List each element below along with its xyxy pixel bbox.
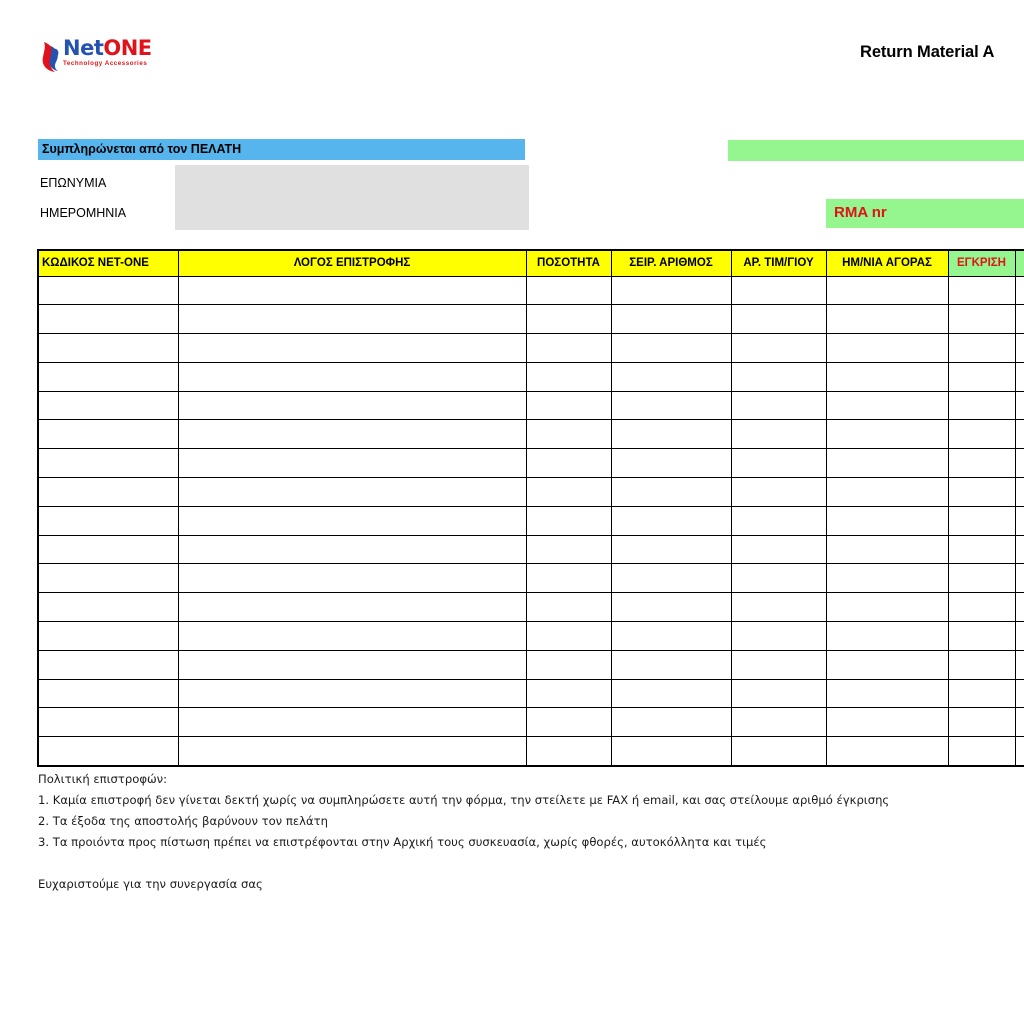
column-header-4: ΑΡ. ΤΙΜ/ΓΙΟΥ bbox=[731, 250, 826, 276]
table-cell-r2-c1[interactable] bbox=[178, 334, 526, 363]
table-cell-r12-c3[interactable] bbox=[611, 622, 731, 651]
policy-heading: Πολιτική επιστροφών: bbox=[38, 772, 168, 786]
table-cell-r0-c0[interactable] bbox=[38, 276, 178, 305]
rma-section-band bbox=[728, 140, 1024, 161]
logo-wordmark bbox=[63, 38, 152, 67]
table-cell-r0-c3[interactable] bbox=[611, 276, 731, 305]
policy-item-1: 1. Καμία επιστροφή δεν γίνεται δεκτή χωρίς να συμπληρώσετε αυτή την φόρμα, την στείλετε με FAX ή email, και σας στείλουμε αριθμό έγκρισης bbox=[38, 793, 890, 807]
table-cell-r3-c3[interactable] bbox=[611, 362, 731, 391]
table-cell-r12-c4[interactable] bbox=[731, 622, 826, 651]
table-cell-r16-c3[interactable] bbox=[611, 737, 731, 766]
table-cell-r9-c3[interactable] bbox=[611, 535, 731, 564]
table-row bbox=[38, 593, 1024, 622]
table-cell-r10-c6[interactable] bbox=[948, 564, 1015, 593]
table-cell-r9-c5[interactable] bbox=[826, 535, 948, 564]
table-cell-r8-c2[interactable] bbox=[526, 506, 611, 535]
table-cell-r16-c7[interactable] bbox=[1015, 737, 1024, 766]
table-cell-r2-c6[interactable] bbox=[948, 334, 1015, 363]
table-cell-r8-c0[interactable] bbox=[38, 506, 178, 535]
table-header-row bbox=[38, 250, 1024, 276]
table-cell-r7-c6[interactable] bbox=[948, 478, 1015, 507]
table-row bbox=[38, 708, 1024, 737]
table-row bbox=[38, 679, 1024, 708]
table-cell-r5-c2[interactable] bbox=[526, 420, 611, 449]
table-cell-r9-c1[interactable] bbox=[178, 535, 526, 564]
table-cell-r2-c4[interactable] bbox=[731, 334, 826, 363]
table-row bbox=[38, 506, 1024, 535]
table-cell-r0-c4[interactable] bbox=[731, 276, 826, 305]
column-header-6: ΕΓΚΡΙΣΗ bbox=[948, 250, 1015, 276]
table-row bbox=[38, 276, 1024, 305]
company-name-input[interactable] bbox=[175, 165, 529, 199]
table-cell-r5-c5[interactable] bbox=[826, 420, 948, 449]
table-cell-r7-c1[interactable] bbox=[178, 478, 526, 507]
table-cell-r10-c0[interactable] bbox=[38, 564, 178, 593]
table-cell-r15-c2[interactable] bbox=[526, 708, 611, 737]
page-title: Return Material A bbox=[860, 43, 995, 61]
table-cell-r15-c5[interactable] bbox=[826, 708, 948, 737]
table-cell-r1-c4[interactable] bbox=[731, 305, 826, 334]
table-cell-r15-c1[interactable] bbox=[178, 708, 526, 737]
table-cell-r11-c7[interactable] bbox=[1015, 593, 1024, 622]
table-cell-r13-c3[interactable] bbox=[611, 650, 731, 679]
label-date: ΗΜΕΡΟΜΗΝΙΑ bbox=[40, 206, 127, 220]
policy-spacer bbox=[38, 853, 1013, 874]
table-cell-r1-c3[interactable] bbox=[611, 305, 731, 334]
table-cell-r16-c6[interactable] bbox=[948, 737, 1015, 766]
table-cell-r6-c4[interactable] bbox=[731, 449, 826, 478]
logo-word-one: ONE bbox=[103, 36, 152, 60]
table-cell-r11-c2[interactable] bbox=[526, 593, 611, 622]
table-cell-r3-c1[interactable] bbox=[178, 362, 526, 391]
table-cell-r14-c1[interactable] bbox=[178, 679, 526, 708]
table-cell-r3-c6[interactable] bbox=[948, 362, 1015, 391]
table-body bbox=[38, 276, 1024, 766]
table-cell-r4-c3[interactable] bbox=[611, 391, 731, 420]
table-cell-r13-c0[interactable] bbox=[38, 650, 178, 679]
table-cell-r12-c5[interactable] bbox=[826, 622, 948, 651]
table-cell-r11-c5[interactable] bbox=[826, 593, 948, 622]
table-cell-r14-c2[interactable] bbox=[526, 679, 611, 708]
table-cell-r4-c6[interactable] bbox=[948, 391, 1015, 420]
table-cell-r7-c5[interactable] bbox=[826, 478, 948, 507]
table-cell-r0-c1[interactable] bbox=[178, 276, 526, 305]
logo-tagline: Technology Accessories bbox=[63, 60, 148, 67]
table-cell-r13-c4[interactable] bbox=[731, 650, 826, 679]
company-logo bbox=[38, 38, 168, 78]
table-cell-r8-c6[interactable] bbox=[948, 506, 1015, 535]
table-cell-r10-c5[interactable] bbox=[826, 564, 948, 593]
table-cell-r5-c0[interactable] bbox=[38, 420, 178, 449]
table-cell-r2-c3[interactable] bbox=[611, 334, 731, 363]
column-header-7 bbox=[1015, 250, 1024, 276]
table-row bbox=[38, 420, 1024, 449]
table-cell-r0-c7[interactable] bbox=[1015, 276, 1024, 305]
table-cell-r8-c4[interactable] bbox=[731, 506, 826, 535]
table-cell-r10-c2[interactable] bbox=[526, 564, 611, 593]
rma-number-label: RMA nr bbox=[834, 204, 887, 221]
table-cell-r9-c0[interactable] bbox=[38, 535, 178, 564]
table-cell-r10-c1[interactable] bbox=[178, 564, 526, 593]
table-cell-r11-c3[interactable] bbox=[611, 593, 731, 622]
table-cell-r6-c2[interactable] bbox=[526, 449, 611, 478]
policy-item-2: 2. Τα έξοδα της αποστολής βαρύνουν τον πελάτη bbox=[38, 814, 328, 828]
policy-closing: Ευχαριστούμε για την συνεργασία σας bbox=[38, 877, 263, 891]
customer-section-band bbox=[38, 139, 525, 160]
table-cell-r9-c7[interactable] bbox=[1015, 535, 1024, 564]
table-cell-r6-c1[interactable] bbox=[178, 449, 526, 478]
table-cell-r11-c0[interactable] bbox=[38, 593, 178, 622]
table-cell-r12-c1[interactable] bbox=[178, 622, 526, 651]
table-cell-r5-c4[interactable] bbox=[731, 420, 826, 449]
table-row bbox=[38, 650, 1024, 679]
table-cell-r0-c5[interactable] bbox=[826, 276, 948, 305]
table-cell-r7-c0[interactable] bbox=[38, 478, 178, 507]
table-cell-r13-c1[interactable] bbox=[178, 650, 526, 679]
table-header bbox=[38, 250, 1024, 276]
table-row bbox=[38, 362, 1024, 391]
table-cell-r10-c3[interactable] bbox=[611, 564, 731, 593]
table-cell-r1-c5[interactable] bbox=[826, 305, 948, 334]
table-cell-r13-c7[interactable] bbox=[1015, 650, 1024, 679]
table-cell-r6-c6[interactable] bbox=[948, 449, 1015, 478]
table-cell-r1-c2[interactable] bbox=[526, 305, 611, 334]
table-cell-r2-c2[interactable] bbox=[526, 334, 611, 363]
table-cell-r14-c5[interactable] bbox=[826, 679, 948, 708]
table-cell-r8-c3[interactable] bbox=[611, 506, 731, 535]
table-cell-r1-c0[interactable] bbox=[38, 305, 178, 334]
rma-number-box[interactable] bbox=[826, 199, 1024, 228]
return-policy-block bbox=[38, 769, 1013, 895]
table-cell-r7-c2[interactable] bbox=[526, 478, 611, 507]
column-header-2: ΠΟΣΟΤΗΤΑ bbox=[526, 250, 611, 276]
table-row bbox=[38, 535, 1024, 564]
table-cell-r11-c1[interactable] bbox=[178, 593, 526, 622]
table-row bbox=[38, 564, 1024, 593]
table-cell-r12-c2[interactable] bbox=[526, 622, 611, 651]
table-cell-r12-c7[interactable] bbox=[1015, 622, 1024, 651]
table-cell-r3-c0[interactable] bbox=[38, 362, 178, 391]
table-cell-r4-c5[interactable] bbox=[826, 391, 948, 420]
table-cell-r13-c6[interactable] bbox=[948, 650, 1015, 679]
table-cell-r6-c3[interactable] bbox=[611, 449, 731, 478]
table-cell-r3-c4[interactable] bbox=[731, 362, 826, 391]
table-cell-r4-c4[interactable] bbox=[731, 391, 826, 420]
table-cell-r3-c7[interactable] bbox=[1015, 362, 1024, 391]
table-cell-r8-c5[interactable] bbox=[826, 506, 948, 535]
table-cell-r8-c1[interactable] bbox=[178, 506, 526, 535]
label-company-name: ΕΠΩΝΥΜΙΑ bbox=[40, 176, 107, 190]
column-header-0: ΚΩΔΙΚΟΣ NET-ONE bbox=[38, 250, 178, 276]
table-cell-r10-c7[interactable] bbox=[1015, 564, 1024, 593]
flame-swoosh-icon bbox=[38, 40, 64, 74]
table-cell-r2-c7[interactable] bbox=[1015, 334, 1024, 363]
table-cell-r14-c7[interactable] bbox=[1015, 679, 1024, 708]
column-header-5: ΗΜ/ΝΙΑ ΑΓΟΡΑΣ bbox=[826, 250, 948, 276]
table-cell-r16-c1[interactable] bbox=[178, 737, 526, 766]
table-cell-r14-c0[interactable] bbox=[38, 679, 178, 708]
table-cell-r7-c4[interactable] bbox=[731, 478, 826, 507]
table-row bbox=[38, 478, 1024, 507]
table-row bbox=[38, 391, 1024, 420]
table-cell-r11-c6[interactable] bbox=[948, 593, 1015, 622]
table-cell-r1-c1[interactable] bbox=[178, 305, 526, 334]
table-cell-r6-c0[interactable] bbox=[38, 449, 178, 478]
table-cell-r6-c5[interactable] bbox=[826, 449, 948, 478]
table-cell-r15-c3[interactable] bbox=[611, 708, 731, 737]
table-cell-r5-c3[interactable] bbox=[611, 420, 731, 449]
column-header-3: ΣΕΙΡ. ΑΡΙΘΜΟΣ bbox=[611, 250, 731, 276]
table-row bbox=[38, 305, 1024, 334]
table-cell-r1-c7[interactable] bbox=[1015, 305, 1024, 334]
table-cell-r5-c1[interactable] bbox=[178, 420, 526, 449]
table-cell-r10-c4[interactable] bbox=[731, 564, 826, 593]
table-cell-r3-c5[interactable] bbox=[826, 362, 948, 391]
column-header-1: ΛΟΓΟΣ ΕΠΙΣΤΡΟΦΗΣ bbox=[178, 250, 526, 276]
table-cell-r4-c7[interactable] bbox=[1015, 391, 1024, 420]
table-cell-r9-c2[interactable] bbox=[526, 535, 611, 564]
table-cell-r13-c2[interactable] bbox=[526, 650, 611, 679]
table-cell-r9-c4[interactable] bbox=[731, 535, 826, 564]
table-cell-r4-c1[interactable] bbox=[178, 391, 526, 420]
table-cell-r8-c7[interactable] bbox=[1015, 506, 1024, 535]
policy-item-3: 3. Τα προιόντα προς πίστωση πρέπει να επιστρέφονται στην Αρχική τους συσκευασία, χωρίς φθορές, αυτοκόλλητα και τιμές bbox=[38, 835, 767, 849]
table-row bbox=[38, 334, 1024, 363]
table-cell-r9-c6[interactable] bbox=[948, 535, 1015, 564]
table-cell-r13-c5[interactable] bbox=[826, 650, 948, 679]
table-cell-r5-c7[interactable] bbox=[1015, 420, 1024, 449]
table-cell-r16-c2[interactable] bbox=[526, 737, 611, 766]
table-cell-r11-c4[interactable] bbox=[731, 593, 826, 622]
table-cell-r0-c6[interactable] bbox=[948, 276, 1015, 305]
table-cell-r2-c5[interactable] bbox=[826, 334, 948, 363]
date-input[interactable] bbox=[175, 199, 529, 230]
table-cell-r15-c6[interactable] bbox=[948, 708, 1015, 737]
table-cell-r4-c0[interactable] bbox=[38, 391, 178, 420]
table-cell-r14-c3[interactable] bbox=[611, 679, 731, 708]
table-cell-r6-c7[interactable] bbox=[1015, 449, 1024, 478]
table-cell-r16-c5[interactable] bbox=[826, 737, 948, 766]
table-cell-r7-c3[interactable] bbox=[611, 478, 731, 507]
table-cell-r15-c4[interactable] bbox=[731, 708, 826, 737]
table-cell-r16-c4[interactable] bbox=[731, 737, 826, 766]
returns-table bbox=[37, 249, 1024, 767]
table-cell-r3-c2[interactable] bbox=[526, 362, 611, 391]
table-row bbox=[38, 622, 1024, 651]
table-cell-r5-c6[interactable] bbox=[948, 420, 1015, 449]
table-cell-r4-c2[interactable] bbox=[526, 391, 611, 420]
table-cell-r16-c0[interactable] bbox=[38, 737, 178, 766]
table-cell-r0-c2[interactable] bbox=[526, 276, 611, 305]
table-cell-r15-c7[interactable] bbox=[1015, 708, 1024, 737]
table-cell-r12-c0[interactable] bbox=[38, 622, 178, 651]
logo-word-net: Net bbox=[63, 36, 104, 60]
table-cell-r12-c6[interactable] bbox=[948, 622, 1015, 651]
table-cell-r14-c4[interactable] bbox=[731, 679, 826, 708]
table-cell-r7-c7[interactable] bbox=[1015, 478, 1024, 507]
table-cell-r1-c6[interactable] bbox=[948, 305, 1015, 334]
table-row bbox=[38, 737, 1024, 766]
customer-section-label: Συμπληρώνεται από τον ΠΕΛΑΤΗ bbox=[42, 142, 242, 156]
table-row bbox=[38, 449, 1024, 478]
table-cell-r2-c0[interactable] bbox=[38, 334, 178, 363]
table-cell-r14-c6[interactable] bbox=[948, 679, 1015, 708]
table-cell-r15-c0[interactable] bbox=[38, 708, 178, 737]
